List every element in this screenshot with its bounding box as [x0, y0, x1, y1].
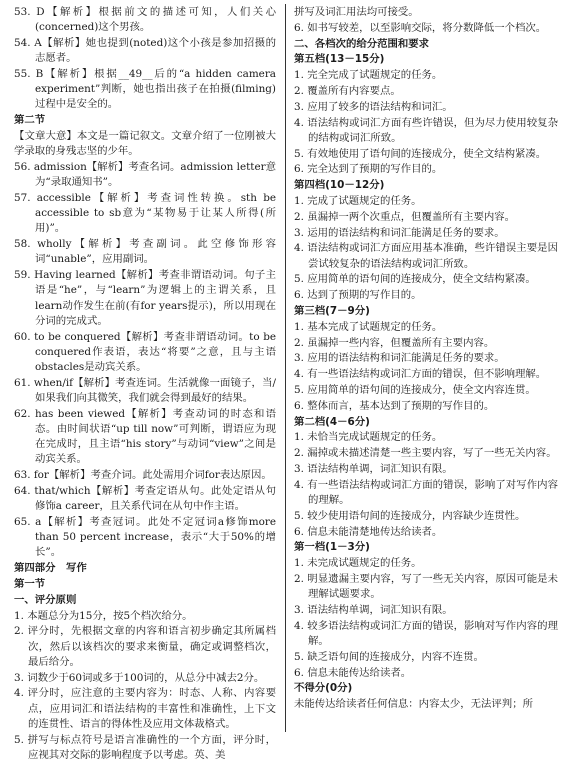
right-paragraph: 5. 有效地使用了语句间的连接成分，使全文结构紧凑。 [294, 147, 547, 160]
right-heading: 第五档(13－15分) [294, 53, 385, 66]
right-paragraph: 2. 覆盖所有内容要点。 [294, 84, 401, 97]
left-paragraph: 4. 评分时，应注意的主要内容为：时态、人称、内容要点，应用词汇和语法结构的丰富性和准确性，上下文的连贯性、语言的得体性及应用文体裁格式。 [14, 687, 276, 730]
right-heading: 第四档(10－12分) [294, 179, 385, 192]
left-paragraph: 【文章大意】本文是一篇记叙文。文章介绍了一位刚被大学录取的身残志坚的少年。 [14, 130, 276, 158]
right-paragraph: 5. 应用简单的语句间的连接成分，使全文内容连贯。 [294, 383, 536, 396]
right-paragraph: 2. 虽漏掉一两个次重点，但覆盖所有主要内容。 [294, 210, 516, 223]
left-paragraph: 54. A【解析】她也提到(noted)这个小孩是参加招摄的志愿者。 [14, 37, 276, 65]
right-paragraph: 未能传达给读者任何信息：内容太少，无法评判；所 [294, 698, 533, 711]
left-heading: 第二节 [14, 114, 46, 127]
right-paragraph: 2. 明显遗漏主要内容，写了一些无关内容，原因可能是未理解试题要求。 [294, 572, 558, 601]
right-paragraph: 3. 运用的语法结构和词汇能满足任务的要求。 [294, 226, 505, 239]
left-paragraph: 63. for【解析】考查介词。此处需用介词for表达原因。 [14, 469, 272, 482]
right-paragraph: 5. 缺乏语句间的连接成分，内容不连贯。 [294, 650, 484, 663]
left-paragraph: 55. B【解析】根据__49__后的“a hidden camera experiment”判断，她也指出孩子在拍摄(filming)过程中是安全的。 [14, 68, 276, 111]
left-paragraph: 3. 词数少于60词或多于100词的，从总分中减去2分。 [14, 671, 265, 684]
left-paragraph: 57. accessible【解析】考查词性转换。sth be accessible to sb意为“某物易于让某人所得(所用)”。 [14, 192, 276, 235]
left-paragraph: 1. 本题总分为15分，按5个档次给分。 [14, 609, 193, 622]
right-paragraph: 5. 应用简单的语句间的连接成分，使全文结构紧凑。 [294, 273, 536, 286]
right-paragraph: 6. 如书写较差，以至影响交际，将分数降低一个档次。 [294, 21, 547, 34]
right-paragraph: 1. 未完成试题规定的任务。 [294, 557, 422, 570]
right-paragraph: 4. 语法结构或词汇方面有些许错误，但为尽力使用较复杂的结构或词汇所致。 [294, 116, 558, 144]
right-paragraph: 3. 语法结构单调，词汇知识有限。 [294, 462, 453, 475]
right-paragraph: 4. 有一些语法结构或词汇方面的错误，但不影响理解。 [294, 368, 547, 381]
right-paragraph: 3. 应用的语法结构和词汇能满足任务的要求。 [294, 352, 505, 365]
left-paragraph: 59. Having learned【解析】考查非谓语动词。句子主语是“he”，与“learn”为逻辑上的主谓关系，且learn动作发生在前(有for years提示)，所以用现在分词的完成式。 [14, 269, 276, 327]
right-heading: 第一档(1－3分) [294, 541, 370, 554]
left-paragraph: 53. D【解析】根据前文的描述可知，人们关心(concerned)这个男孩。 [14, 6, 276, 34]
left-heading: 第一节 [14, 578, 46, 591]
right-paragraph: 6. 信息未能传达给读者。 [294, 666, 412, 679]
right-paragraph: 6. 信息未能清楚地传达给读者。 [294, 525, 443, 538]
right-paragraph: 4. 有一些语法结构或词汇方面的错误，影响了对写作内容的理解。 [294, 478, 558, 506]
right-paragraph: 4. 较多语法结构或词汇方面的错误，影响对写作内容的理解。 [294, 619, 558, 647]
right-paragraph: 2. 虽漏掉一些内容，但覆盖所有主要内容。 [294, 336, 495, 349]
right-paragraph: 1. 基本完成了试题规定的任务。 [294, 320, 443, 333]
right-paragraph: 2. 漏掉或未描述清楚一些主要内容，写了一些无关内容。 [294, 447, 557, 460]
right-heading: 第三档(7－9分) [294, 304, 370, 317]
left-paragraph: 56. admission【解析】考查名词。admission letter意为“录取通知书”。 [14, 161, 276, 189]
left-heading: 第四部分 写作 [14, 562, 87, 575]
right-paragraph: 1. 未恰当完成试题规定的任务。 [294, 431, 443, 444]
right-paragraph: 1. 完全完成了试题规定的任务。 [294, 69, 443, 82]
right-paragraph: 5. 较少使用语句间的连接成分，内容缺少连贯性。 [294, 509, 526, 522]
right-paragraph: 1. 完成了试题规定的任务。 [294, 194, 422, 207]
right-heading: 二、各档次的给分范围和要求 [294, 37, 430, 50]
right-heading: 第二档(4－6分) [294, 415, 370, 428]
left-paragraph: 5. 拼写与标点符号是语言准确性的一个方面，评分时，应视其对交际的影响程度予以考虑。英、美 [14, 733, 276, 761]
left-paragraph: 64. that/which【解析】考查定语从句。此处定语从句修饰a career，且关系代词在从句中作主语。 [14, 485, 276, 513]
left-paragraph: 62. has been viewed【解析】考查动词的时态和语态。由时间状语“up till now”可判断，谓语应为现在完成时，且主语“his story”与动词“view”之间是动宾关系。 [14, 407, 276, 466]
left-heading: 一、评分原则 [14, 593, 77, 606]
left-paragraph: 58. wholly【解析】考查副词。此空修饰形容词“unable”，应用副词。 [14, 238, 276, 266]
right-paragraph: 3. 语法结构单调，词汇知识有限。 [294, 603, 453, 616]
right-paragraph: 3. 应用了较多的语法结构和词汇。 [294, 100, 453, 113]
right-heading: 不得分(0分) [294, 682, 353, 695]
left-paragraph: 61. when/if【解析】考查连词。生活就像一面镜子，当/如果我们向其微笑，我们就会得到最好的结果。 [14, 376, 276, 405]
left-paragraph: 65. a【解析】考查冠词。此处不定冠词a修饰more than 50 percent increase，表示“大于50%的增长”。 [14, 516, 276, 559]
right-paragraph: 6. 达到了预期的写作目的。 [294, 289, 422, 302]
left-column [14, 5, 276, 764]
left-paragraph: 60. to be conquered【解析】考查非谓语动词。to be conquered作表语，表达“将要”之意，且与主语obstacles是动宾关系。 [14, 330, 276, 374]
right-column [294, 5, 558, 713]
right-paragraph: 6. 完全达到了预期的写作目的。 [294, 163, 443, 176]
right-paragraph: 4. 语法结构或词汇方面应用基本准确，些许错误主要是因尝试较复杂的语法结构或词汇所致。 [294, 242, 558, 270]
column-divider [285, 4, 286, 732]
left-paragraph: 2. 评分时，先根据文章的内容和语言初步确定其所属档次，然后以该档次的要求来衡量，确定或调整档次，最后给分。 [14, 625, 276, 668]
right-paragraph: 6. 整体而言，基本达到了预期的写作目的。 [294, 399, 495, 412]
right-paragraph: 拼写及词汇用法均可接受。 [294, 6, 419, 18]
